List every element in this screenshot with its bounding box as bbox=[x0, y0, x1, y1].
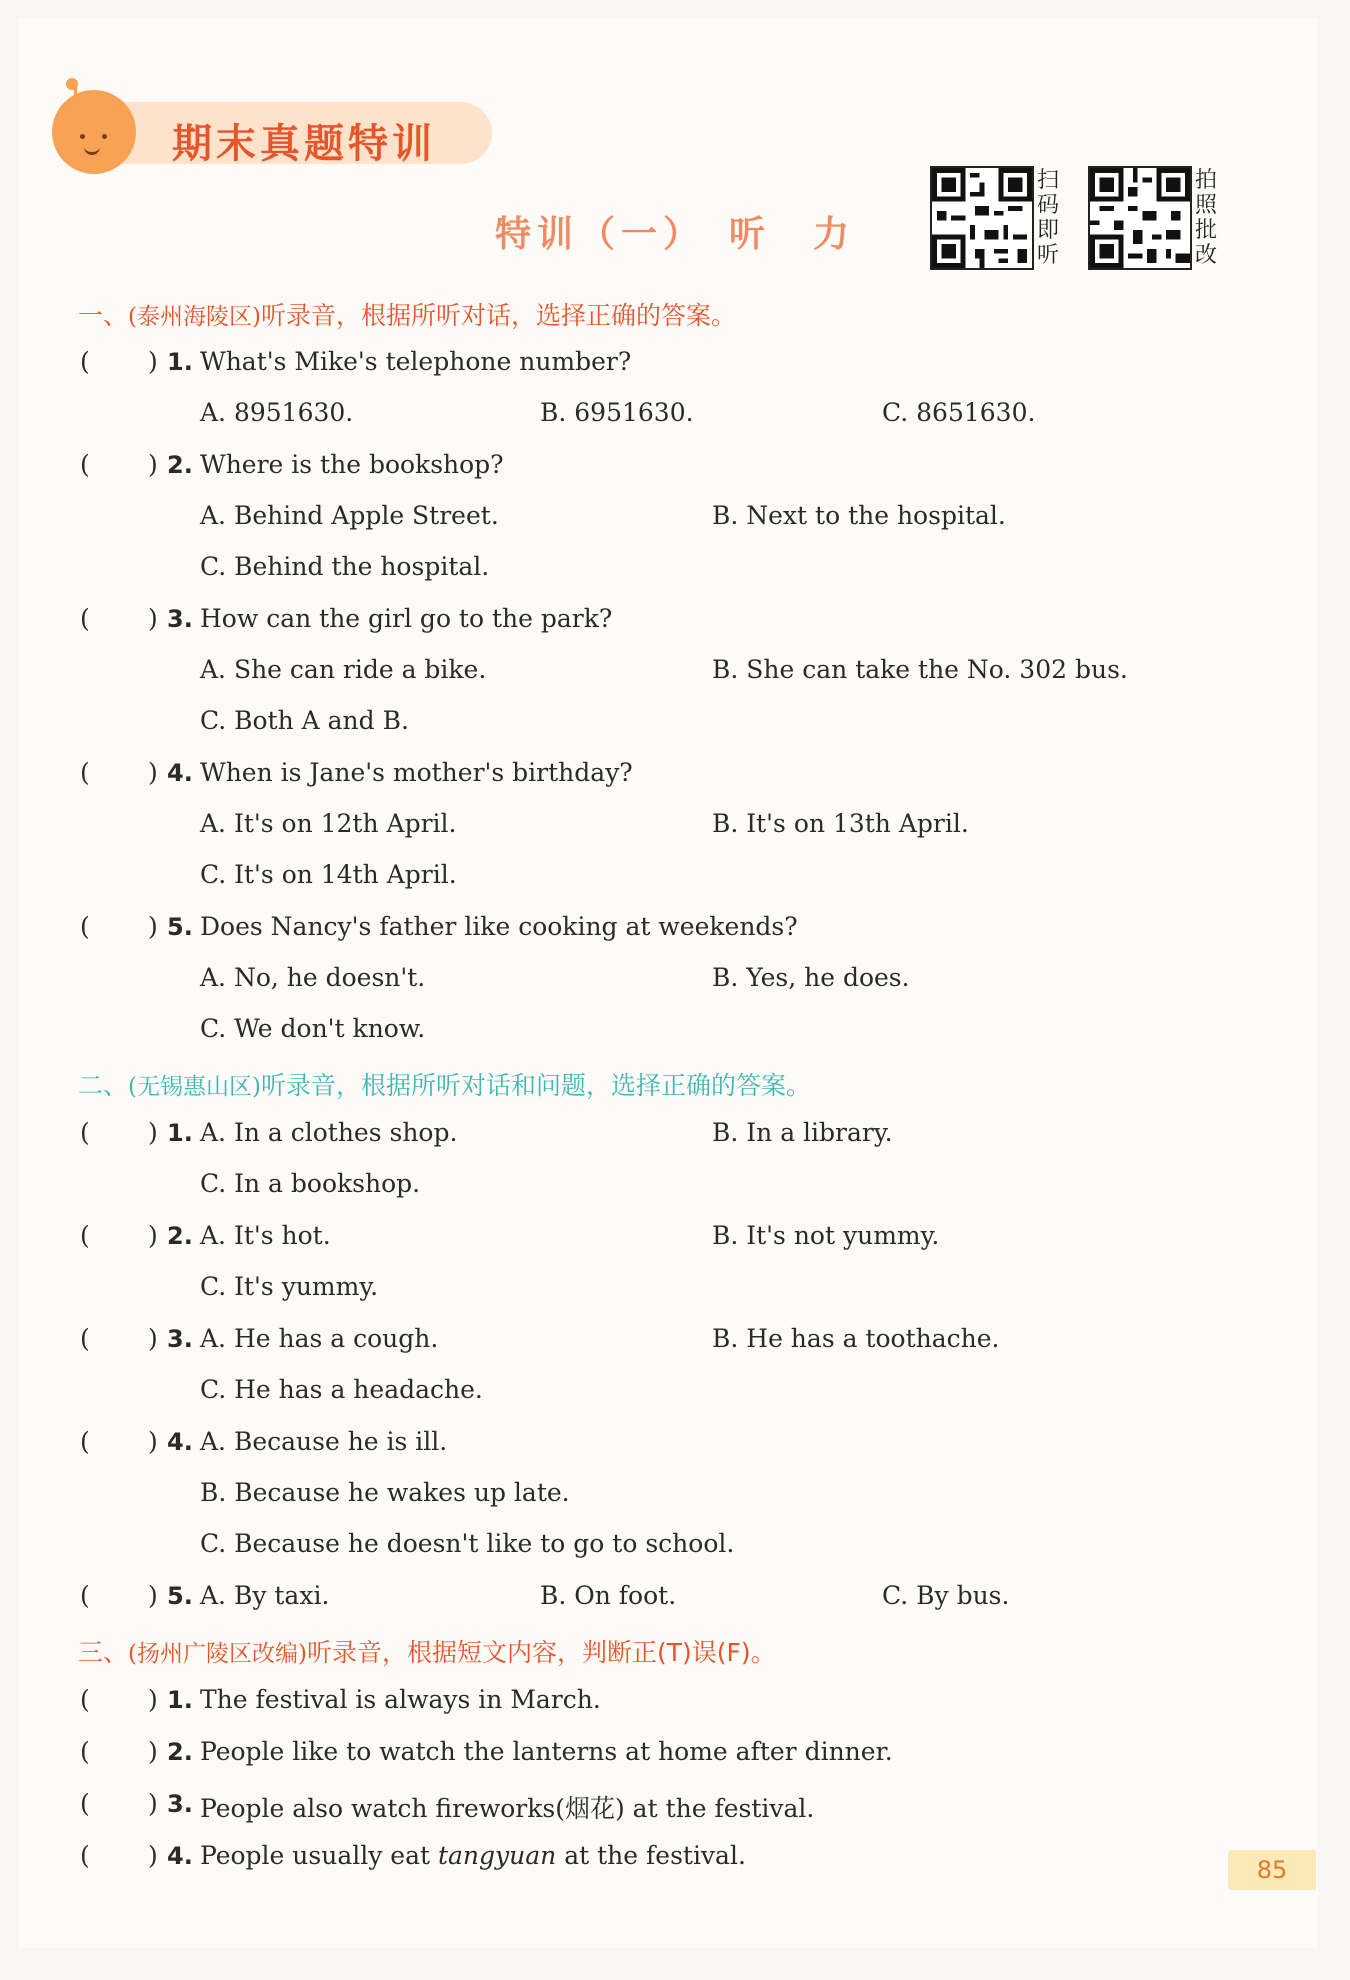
question-text: When is Jane's mother's birthday? bbox=[200, 758, 633, 787]
option-c: C. By bus. bbox=[882, 1581, 1010, 1610]
mascot-icon bbox=[52, 90, 136, 174]
answer-paren-close: ) bbox=[148, 1581, 158, 1610]
answer-paren-close: ) bbox=[148, 758, 158, 787]
question-number: 3. bbox=[167, 1325, 193, 1353]
option-c: C. It's on 14th April. bbox=[200, 860, 457, 889]
answer-paren-open: ( bbox=[80, 347, 90, 376]
question-number: 1. bbox=[167, 1686, 193, 1714]
answer-paren-open: ( bbox=[80, 450, 90, 479]
statement-text bbox=[200, 1841, 746, 1870]
answer-paren-close: ) bbox=[148, 347, 158, 376]
qr-grade-label: 拍照批改 bbox=[1195, 168, 1218, 268]
part3-instruction: 听录音，根据短文内容，判断正(T)误(F)。 bbox=[306, 1638, 776, 1667]
qr-listen-label: 扫码即听 bbox=[1037, 168, 1060, 268]
answer-paren-close: ) bbox=[148, 1427, 158, 1456]
question-text: Where is the bookshop? bbox=[200, 450, 504, 479]
option-a: A. She can ride a bike. bbox=[200, 655, 487, 684]
answer-paren-open: ( bbox=[80, 1427, 90, 1456]
answer-paren-close: ) bbox=[148, 1841, 158, 1870]
mascot-mouth bbox=[84, 144, 100, 155]
qr-code-listen[interactable] bbox=[930, 166, 1034, 270]
answer-paren-close: ) bbox=[148, 1737, 158, 1766]
statement-text: People like to watch the lanterns at home after dinner. bbox=[200, 1737, 893, 1766]
answer-paren-open: ( bbox=[80, 758, 90, 787]
part2-region: (无锡惠山区) bbox=[128, 1074, 261, 1100]
answer-paren-close: ) bbox=[148, 1221, 158, 1250]
option-a: A. In a clothes shop. bbox=[200, 1118, 458, 1147]
answer-paren-open: ( bbox=[80, 1789, 90, 1818]
answer-paren-open: ( bbox=[80, 912, 90, 941]
option-a: A. Because he is ill. bbox=[200, 1427, 448, 1456]
question-text: What's Mike's telephone number? bbox=[200, 347, 632, 376]
banner-title: 期末真题特训 bbox=[172, 121, 436, 167]
option-c: C. It's yummy. bbox=[200, 1272, 379, 1301]
statement-post: at the festival. bbox=[556, 1841, 746, 1870]
answer-paren-open: ( bbox=[80, 1221, 90, 1250]
option-c: C. Because he doesn't like to go to school. bbox=[200, 1529, 735, 1558]
part1-prefix: 一、 bbox=[78, 301, 129, 330]
part1-heading bbox=[78, 296, 736, 332]
mascot-antenna bbox=[66, 78, 78, 90]
option-c: C. Behind the hospital. bbox=[200, 552, 490, 581]
qr-pattern-icon bbox=[1090, 168, 1190, 268]
part2-prefix: 二、 bbox=[78, 1071, 129, 1100]
question-number: 3. bbox=[167, 605, 193, 633]
answer-paren-open: ( bbox=[80, 1324, 90, 1353]
question-number: 1. bbox=[167, 348, 193, 376]
option-a: A. It's on 12th April. bbox=[200, 809, 457, 838]
question-number: 3. bbox=[167, 1790, 193, 1818]
answer-paren-close: ) bbox=[148, 1324, 158, 1353]
question-number: 5. bbox=[167, 913, 193, 941]
question-text: How can the girl go to the park? bbox=[200, 604, 613, 633]
option-a: A. No, he doesn't. bbox=[200, 963, 426, 992]
part3-region: (扬州广陵区改编) bbox=[128, 1641, 307, 1667]
header-banner bbox=[52, 78, 492, 174]
option-b: B. In a library. bbox=[712, 1118, 893, 1147]
page-number: 85 bbox=[1228, 1850, 1316, 1890]
question-number: 5. bbox=[167, 1582, 193, 1610]
question-text: Does Nancy's father like cooking at weekends? bbox=[200, 912, 798, 941]
question-number: 4. bbox=[167, 1842, 193, 1870]
option-a: A. It's hot. bbox=[200, 1221, 331, 1250]
question-number: 4. bbox=[167, 1428, 193, 1456]
option-b: B. It's on 13th April. bbox=[712, 809, 969, 838]
statement-text: The festival is always in March. bbox=[200, 1685, 601, 1714]
option-c: C. In a bookshop. bbox=[200, 1169, 421, 1198]
answer-paren-close: ) bbox=[148, 1685, 158, 1714]
statement-text: People also watch fireworks(烟花) at the festival. bbox=[200, 1794, 815, 1823]
mascot-eye-right bbox=[102, 134, 107, 139]
answer-paren-open: ( bbox=[80, 1841, 90, 1870]
option-b: B. 6951630. bbox=[540, 398, 694, 427]
option-b: B. Next to the hospital. bbox=[712, 501, 1006, 530]
question-number: 2. bbox=[167, 451, 193, 479]
qr-pattern-icon bbox=[932, 168, 1032, 268]
answer-paren-close: ) bbox=[148, 604, 158, 633]
answer-paren-open: ( bbox=[80, 1737, 90, 1766]
part3-prefix: 三、 bbox=[78, 1638, 129, 1667]
question-number: 2. bbox=[167, 1738, 193, 1766]
option-c: C. 8651630. bbox=[882, 398, 1036, 427]
part3-heading bbox=[78, 1633, 776, 1669]
mascot-eye-left bbox=[80, 134, 85, 139]
option-c: C. He has a headache. bbox=[200, 1375, 483, 1404]
option-a: A. He has a cough. bbox=[200, 1324, 439, 1353]
option-c: C. We don't know. bbox=[200, 1014, 426, 1043]
answer-paren-close: ) bbox=[148, 912, 158, 941]
option-b: B. It's not yummy. bbox=[712, 1221, 940, 1250]
answer-paren-open: ( bbox=[80, 604, 90, 633]
option-b: B. On foot. bbox=[540, 1581, 677, 1610]
option-a: A. By taxi. bbox=[200, 1581, 330, 1610]
part2-heading bbox=[78, 1066, 811, 1102]
option-a: A. 8951630. bbox=[200, 398, 354, 427]
answer-paren-open: ( bbox=[80, 1118, 90, 1147]
question-number: 4. bbox=[167, 759, 193, 787]
option-b: B. Because he wakes up late. bbox=[200, 1478, 570, 1507]
qr-code-grade[interactable] bbox=[1088, 166, 1192, 270]
answer-paren-open: ( bbox=[80, 1581, 90, 1610]
part1-region: (泰州海陵区) bbox=[128, 304, 261, 330]
question-number: 1. bbox=[167, 1119, 193, 1147]
option-b: B. Yes, he does. bbox=[712, 963, 910, 992]
answer-paren-close: ) bbox=[148, 1118, 158, 1147]
answer-paren-close: ) bbox=[148, 1789, 158, 1818]
option-b: B. She can take the No. 302 bus. bbox=[712, 655, 1128, 684]
statement-pre: People usually eat bbox=[200, 1841, 438, 1870]
option-a: A. Behind Apple Street. bbox=[200, 501, 499, 530]
section-title: 特训（一） 听 力 bbox=[494, 214, 855, 255]
question-number: 2. bbox=[167, 1222, 193, 1250]
statement-italic-word: tangyuan bbox=[437, 1841, 557, 1870]
option-b: B. He has a toothache. bbox=[712, 1324, 1000, 1353]
option-c: C. Both A and B. bbox=[200, 706, 409, 735]
part1-instruction: 听录音，根据所听对话，选择正确的答案。 bbox=[260, 301, 736, 330]
answer-paren-close: ) bbox=[148, 450, 158, 479]
part2-instruction: 听录音，根据所听对话和问题，选择正确的答案。 bbox=[260, 1071, 811, 1100]
answer-paren-open: ( bbox=[80, 1685, 90, 1714]
